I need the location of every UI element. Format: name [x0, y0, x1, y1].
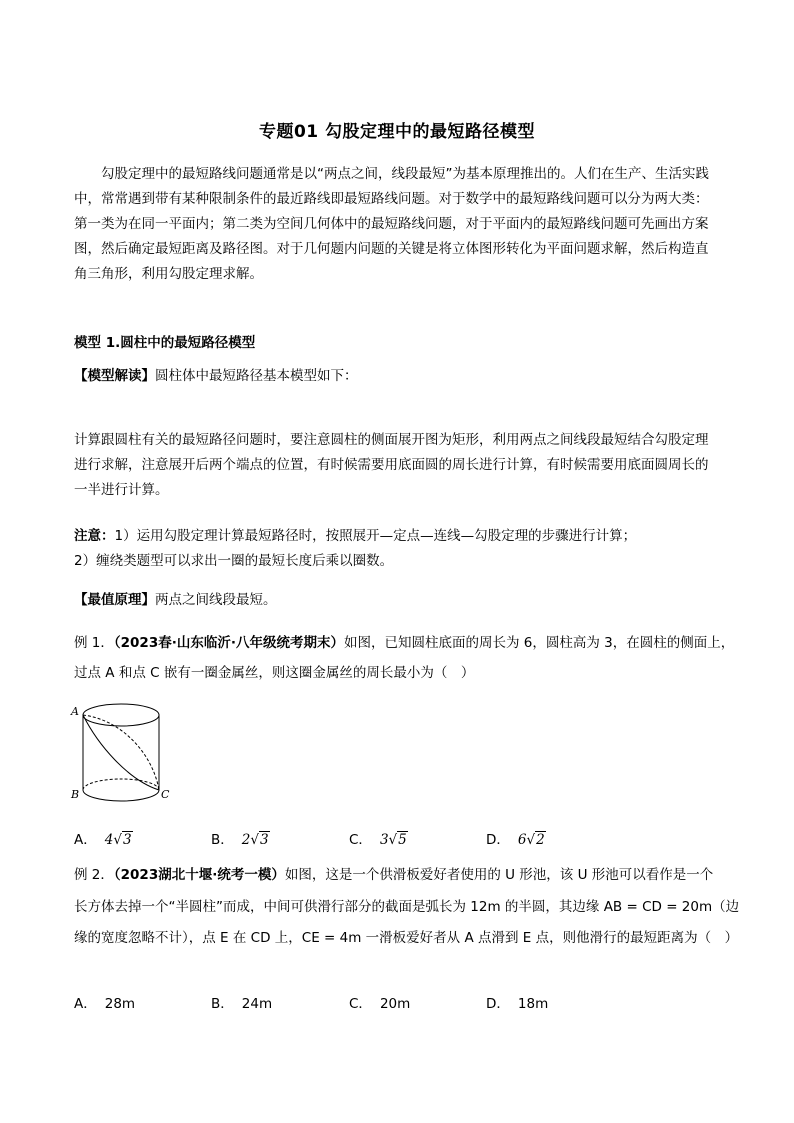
example2-option-c[interactable]	[349, 992, 410, 1012]
interp-text: 圆柱体中最短路径基本模型如下：	[155, 368, 358, 384]
label-c: C	[161, 788, 170, 801]
example2-line3: 缘的宽度忽略不计），点 E 在 CD 上，CE = 4m 一滑板爱好者从 A 点滑到 E 点，则他滑行的最短距离为（ ）	[74, 930, 739, 946]
option-text: 24m	[241, 996, 273, 1012]
option-label: A．	[74, 832, 97, 848]
cylinder-figure	[68, 700, 178, 810]
note-1: 1）运用勾股定理计算最短路径时，按照展开—定点—连线—勾股定理的步骤进行计算；	[114, 528, 637, 544]
example1-option-d[interactable]: D． 6√2	[486, 832, 545, 848]
example1-prefix: 例 1．	[74, 635, 114, 651]
example1-option-c[interactable]: C． 3√5	[349, 832, 407, 848]
cylinder-bottom-back-arc	[83, 779, 159, 790]
cylinder-bottom-front-arc	[83, 790, 159, 801]
label-b: B	[71, 788, 80, 801]
note-tag: 注意：	[74, 528, 115, 544]
example2-text: 如图，这是一个供滑板爱好者使用的 U 形池，该 U 形池可以看作是一个	[284, 867, 714, 883]
model1-explanation: 计算跟圆柱有关的最短路径问题时，要注意圆柱的侧面展开图为矩形，利用两点之间线段最短结合勾股定理进行求解，注意展开后两个端点的位置，有时候需要用底面圆的周长进行计算，有时候需要用底面圆周长的一半进行计算。	[74, 432, 709, 498]
example2-option-a[interactable]	[74, 992, 135, 1012]
example1-line2: 过点 A 和点 C 嵌有一圈金属丝，则这圈金属丝的周长最小为（ ）	[74, 665, 475, 681]
example1-option-a[interactable]: A． 4√3	[74, 832, 132, 848]
page-title: 专题01 勾股定理中的最短路径模型	[258, 122, 536, 142]
example1-options	[74, 828, 720, 848]
principle-line	[74, 590, 277, 610]
option-text: 20m	[379, 996, 411, 1012]
label-a: A	[71, 705, 79, 718]
cylinder-top-ellipse	[83, 704, 159, 726]
option-label: D．	[486, 832, 510, 848]
option-label: B．	[211, 832, 234, 848]
note-line-1	[74, 526, 636, 546]
note-line-2: 2）缠绕类题型可以求出一圈的最短长度后乘以圈数。	[74, 553, 394, 569]
option-text: 28m	[104, 996, 136, 1012]
example1-text: 如图，已知圆柱底面的周长为 6，圆柱高为 3，在圆柱的侧面上，	[343, 635, 735, 651]
example2-options	[74, 992, 720, 1012]
intro-paragraph: 勾股定理中的最短路线问题通常是以“两点之间，线段最短”为基本原理推出的。人们在生产、生活实践中，常常遇到带有某种限制条件的最近路线即最短路线问题。对于数学中的最短路线问题可以分为两大类：第一类为在同一平面内；第二类为空间几何体中的最短路线问题，对于平面内的最短路线问题可先画出方案图，然后确定最短距离及路径图。对于几何题内问题的关键是将立体图形转化为平面问题求解，然后构造直角三角形，利用勾股定理求解。	[74, 166, 709, 282]
principle-tag: 【最值原理】	[74, 592, 155, 608]
example1-line1	[74, 633, 734, 653]
principle-text: 两点之间线段最短。	[155, 592, 277, 608]
option-label: B．	[211, 996, 234, 1012]
option-label: A．	[74, 996, 97, 1012]
option-label: C．	[349, 996, 372, 1012]
model1-heading: 模型 1.圆柱中的最短路径模型	[74, 335, 256, 351]
option-label: C．	[349, 832, 372, 848]
example2-line2: 长方体去掉一个“半圆柱”而成，中间可供滑行部分的截面是弧长为 12m 的半圆，其边缘 AB = CD = 20m（边	[74, 899, 740, 915]
option-label: D．	[486, 996, 510, 1012]
example1-option-b[interactable]: B． 2√3	[211, 832, 269, 848]
example2-source: （2023湖北十堰·统考一模）	[113, 867, 285, 883]
interp-tag: 【模型解读】	[74, 368, 155, 384]
example2-option-b[interactable]	[211, 992, 272, 1012]
example2-option-d[interactable]	[486, 992, 548, 1012]
example2-prefix: 例 2．	[74, 867, 114, 883]
example2-line1	[74, 865, 713, 885]
model-interpretation	[74, 366, 358, 386]
option-text: 18m	[517, 996, 549, 1012]
example1-source: （2023春·山东临沂·八年级统考期末）	[113, 635, 344, 651]
